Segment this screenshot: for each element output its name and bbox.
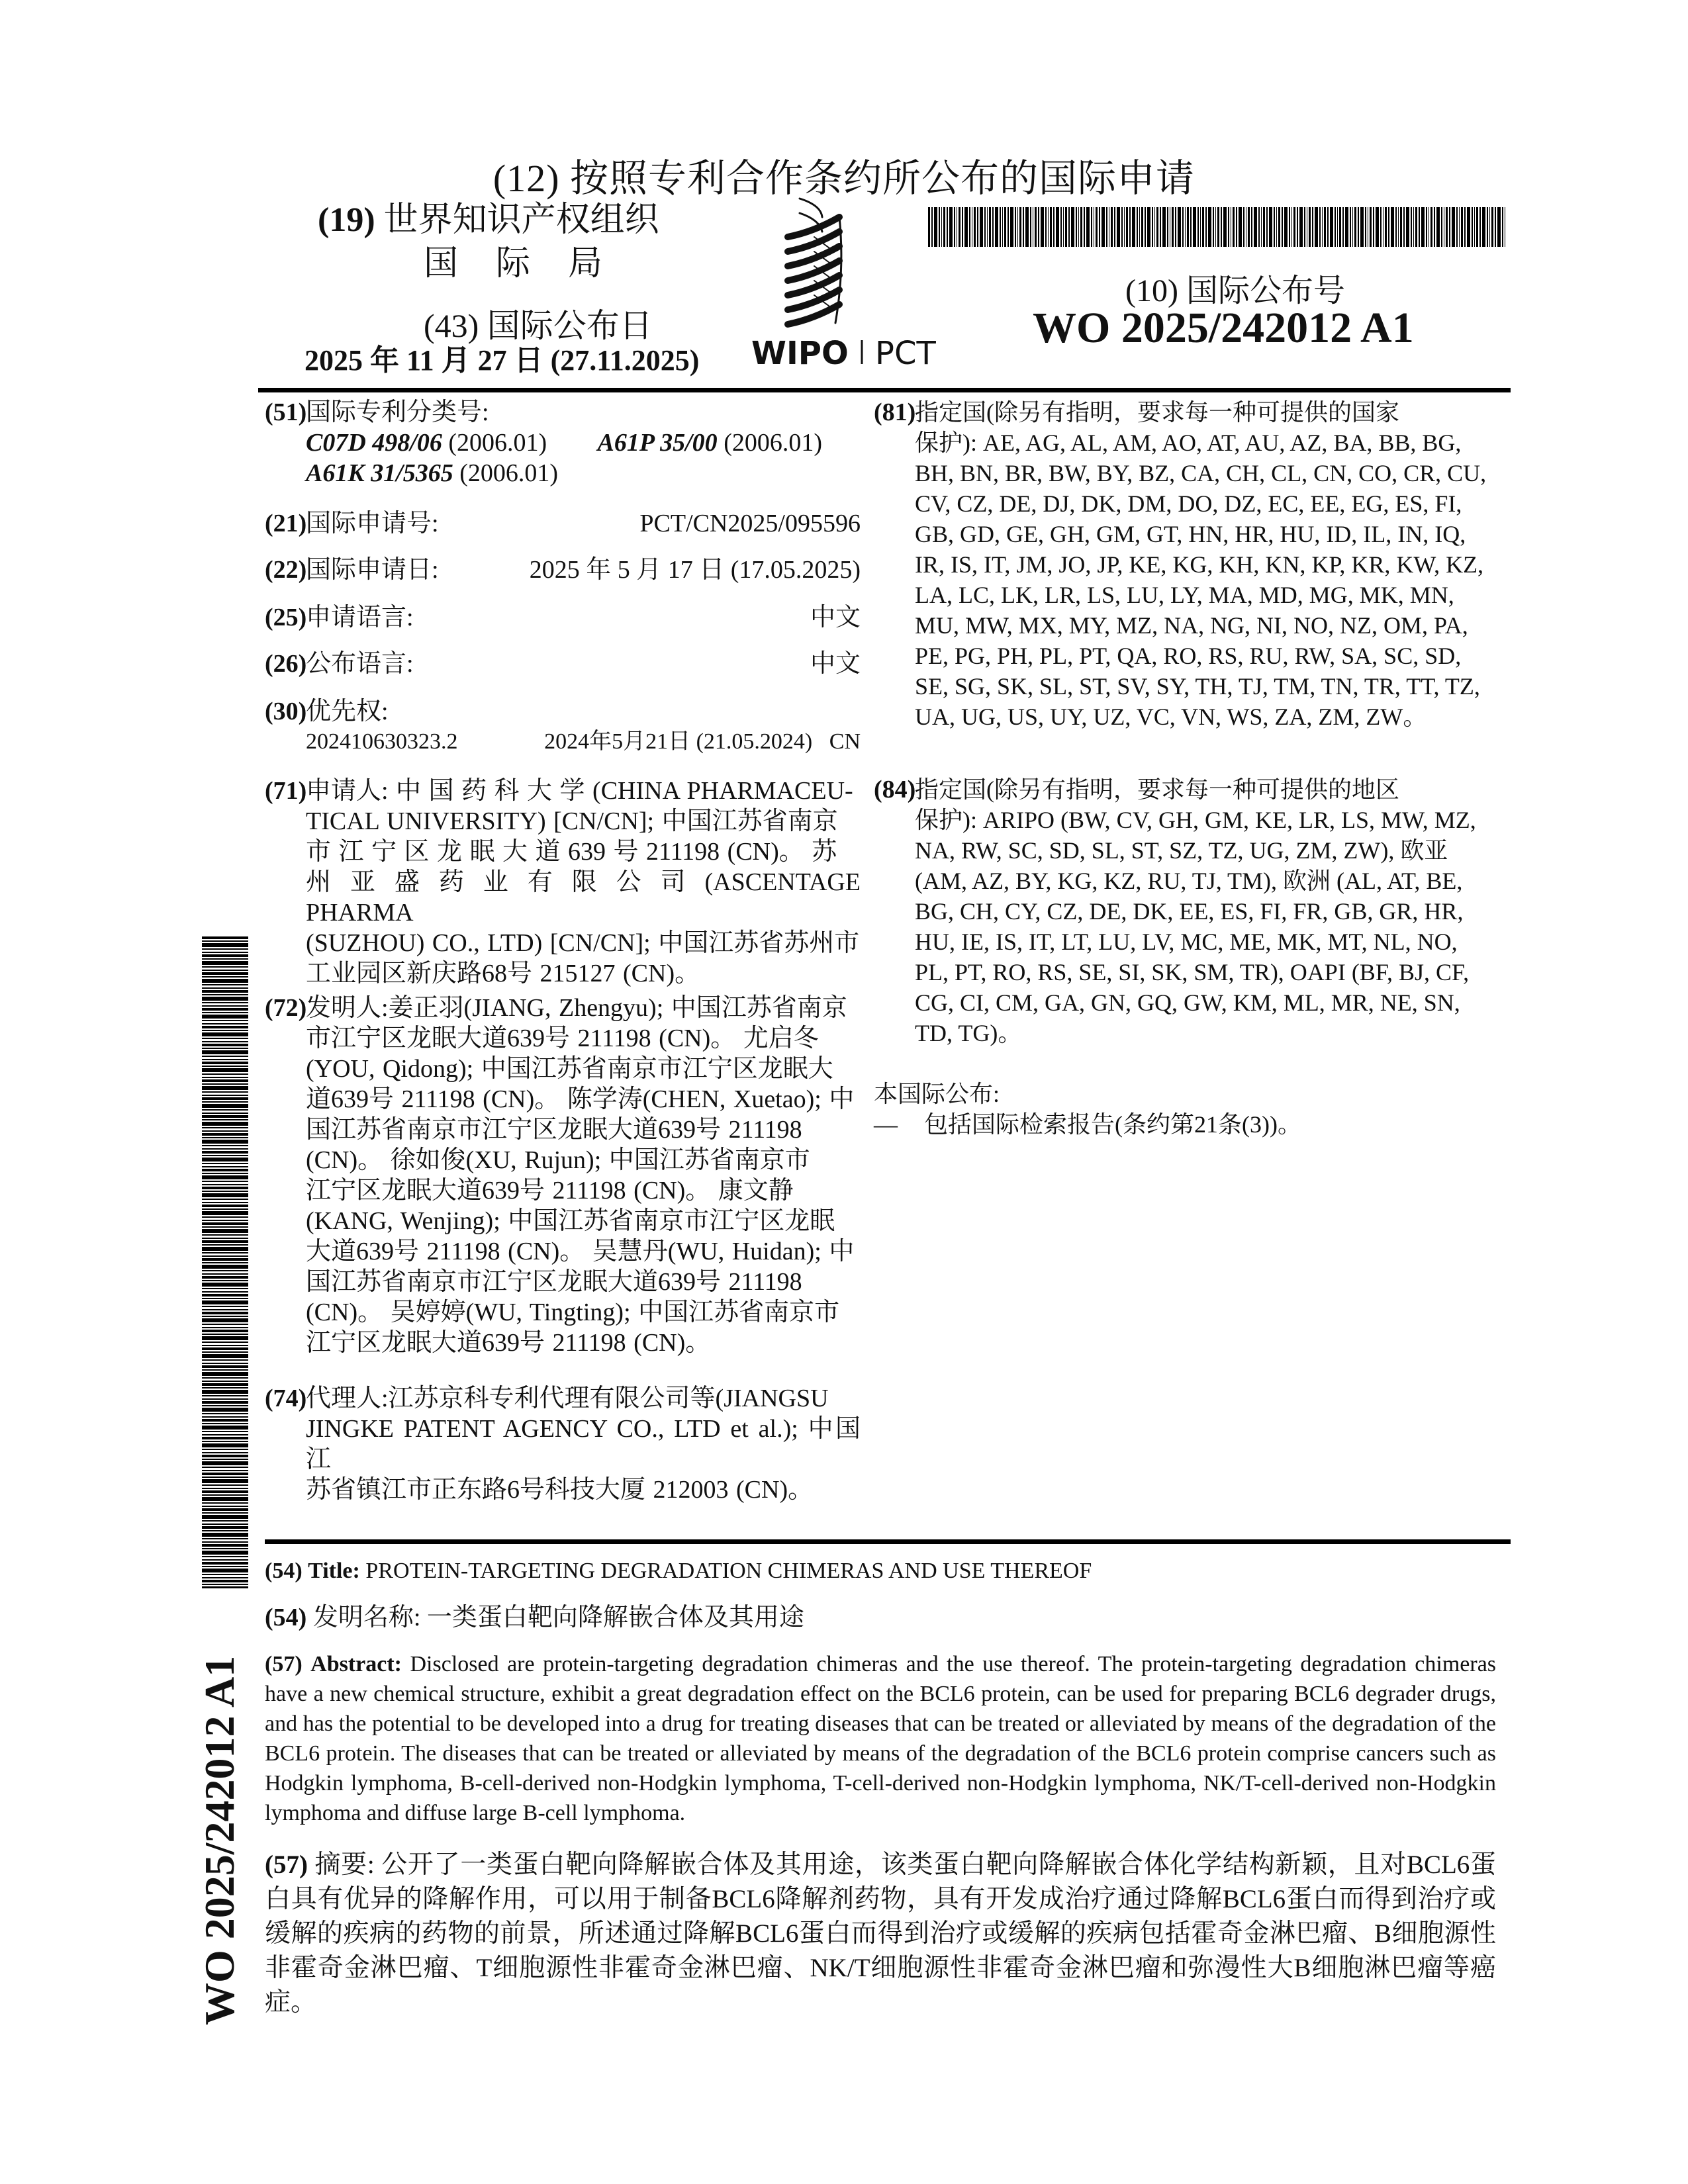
field-code: (74): [265, 1385, 307, 1412]
bibliographic-left-column: [265, 397, 861, 1504]
field-value: 2025 年 5 月 17 日 (17.05.2025): [529, 556, 861, 584]
designation-line: TD, TG)。: [915, 1020, 1022, 1046]
priority-country: CN: [829, 729, 861, 754]
dash: —: [874, 1111, 898, 1138]
abstract-en: [265, 1649, 1496, 1828]
publication-number: WO 2025/242012 A1: [1033, 304, 1414, 352]
ipc-class: C07D 498/06: [306, 429, 442, 457]
field-value: 中文: [810, 650, 861, 678]
inventor-line: 市江宁区龙眠大道639号 211198 (CN)。 尤启冬: [306, 1024, 819, 1052]
field-label: Abstract:: [310, 1652, 402, 1676]
ipc-version: (2006.01): [459, 459, 559, 487]
inventor-line: 道639号 211198 (CN)。 陈学涛(CHEN, Xuetao); 中: [306, 1085, 855, 1113]
designation-line: CG, CI, CM, GA, GN, GQ, GW, KM, ML, MR, NE, SN,: [915, 989, 1460, 1016]
field-code: (81): [874, 398, 916, 426]
agent-line: 苏省镇江市正东路6号科技大厦 212003 (CN)。: [306, 1476, 814, 1504]
title-en-value: PROTEIN-TARGETING DEGRADATION CHIMERAS AND USE THEREOF: [365, 1559, 1092, 1583]
field-value: PCT/CN2025/095596: [639, 510, 861, 537]
field-code: (19): [318, 201, 375, 239]
org-bureau: 国 际 局: [424, 245, 618, 283]
field-code: (54): [265, 1559, 303, 1583]
vertical-publication-number: WO 2025/242012 A1: [196, 1655, 243, 2025]
designation-line: IR, IS, IT, JM, JO, JP, KE, KG, KH, KN, KP, KR, KW, KZ,: [915, 551, 1484, 578]
field-label: 国际专利分类号:: [306, 398, 489, 426]
designation-line: PL, PT, RO, RS, SE, SI, SK, SM, TR), OAPI (BF, BJ, CF,: [915, 959, 1470, 985]
field-code: (22): [265, 556, 307, 584]
designation-line: 指定国(除另有指明，要求每一种可提供的国家: [915, 399, 1399, 426]
designation-line: 指定国(除另有指明，要求每一种可提供的地区: [915, 776, 1399, 803]
title-en: [265, 1557, 1496, 1586]
designation-line: BH, BN, BR, BW, BY, BZ, CA, CH, CL, CN, CO, CR, CU,: [915, 460, 1487, 486]
search-report-note: 包括国际检索报告(条约第21条(3))。: [924, 1111, 1301, 1138]
applicant-line: TICAL UNIVERSITY) [CN/CN]; 中国江苏省南京: [306, 807, 838, 835]
field-code: (54): [265, 1604, 307, 1631]
inventor-line: (YOU, Qidong); 中国江苏省南京市江宁区龙眠大: [306, 1055, 833, 1083]
inventor-line: 江宁区龙眠大道639号 211198 (CN)。 康文静: [306, 1177, 794, 1205]
wipo-pct-logo: [722, 191, 947, 369]
applicant-line: 市 江 宁 区 龙 眠 大 道 639 号 211198 (CN)。 苏: [306, 838, 837, 866]
designation-line: BG, CH, CY, CZ, DE, DK, EE, ES, FI, FR, GB, GR, HR,: [915, 898, 1464, 925]
field-label: 公布语言:: [306, 650, 414, 678]
barcode-icon: [202, 936, 248, 1588]
field-code: (26): [265, 650, 307, 678]
field-label: 国际申请日:: [306, 556, 439, 584]
priority-number: 202410630323.2: [306, 729, 458, 754]
field-code: (57): [265, 1850, 308, 1879]
field-code: (84): [874, 776, 916, 803]
inventor-line: (CN)。 吴婷婷(WU, Tingting); 中国江苏省南京市: [306, 1298, 840, 1326]
inventor-line: 大道639号 211198 (CN)。 吴慧丹(WU, Huidan); 中: [306, 1238, 855, 1265]
abstract-divider: [265, 1539, 1511, 1544]
header-divider: [258, 388, 1511, 392]
field-code: (25): [265, 604, 307, 631]
inventor-line: 国江苏省南京市江宁区龙眠大道639号 211198: [306, 1116, 802, 1144]
designation-line: SE, SG, SK, SL, ST, SV, SY, TH, TJ, TM, TN, TR, TT, TZ,: [915, 673, 1480, 700]
applicant-line: 申请人: 中 国 药 科 大 学 (CHINA PHARMACEU-: [306, 777, 853, 805]
field-code: (51): [265, 398, 307, 426]
designation-line: 保护): AE, AG, AL, AM, AO, AT, AU, AZ, BA, BB, BG,: [915, 430, 1462, 456]
published-with-label: 本国际公布:: [874, 1081, 1000, 1107]
issuing-organization: [318, 199, 659, 286]
designation-line: GB, GD, GE, GH, GM, GT, HN, HR, HU, ID, IL, IN, IQ,: [915, 521, 1466, 547]
field-label: Title:: [308, 1559, 360, 1583]
bibliographic-right-column: [874, 397, 1496, 1191]
field-label: 摘要:: [314, 1850, 375, 1879]
wipo-globe-icon: [722, 191, 947, 369]
inventor-line: 国江苏省南京市江宁区龙眠大道639号 211198: [306, 1268, 802, 1296]
applicant-line: 州 亚 盛 药 业 有 限 公 司 (ASCENTAGE PHARMA: [306, 868, 861, 927]
document-type-heading: (12) 按照专利合作条约所公布的国际申请: [492, 157, 1196, 200]
publication-number-label: (10) 国际公布号: [1125, 273, 1345, 308]
field-label: 申请语言:: [306, 604, 414, 631]
ipc-class: A61K 31/5365: [306, 459, 453, 487]
ipc-class: A61P 35/00: [597, 429, 718, 457]
field-label: 国际申请号:: [306, 510, 439, 537]
designation-line: 保护): ARIPO (BW, CV, GH, GM, KE, LR, LS, MW, MZ,: [915, 807, 1476, 833]
publication-notes: [874, 1079, 1496, 1140]
wipo-text: WIPO: [751, 335, 849, 369]
pct-text: PCT: [875, 335, 936, 369]
ipc-version: (2006.01): [448, 429, 547, 457]
field-code: (72): [265, 994, 307, 1022]
designation-line: UA, UG, US, UY, UZ, VC, VN, WS, ZA, ZM, ZW。: [915, 704, 1427, 730]
barcode-icon: [928, 207, 1507, 247]
title-and-abstract: [265, 1547, 1496, 2020]
agent-line: 代理人:江苏京科专利代理有限公司等(JIANGSU: [306, 1385, 829, 1412]
abstract-en-text: Disclosed are protein-targeting degradation chimeras and the use thereof. The protein-targeting degradation chimeras have a new chemical structure, exhibit a great degradation effect on the BCL6 protein, can be used for preparing BCL6 degrader drugs, and has the potential to be developed into a drug for treating diseases that can be treated or alleviated by means of the degradation of the BCL6 protein. The diseases that can be treated or alleviated by means of the degradation of the BCL6 protein comprise cancers such as Hodgkin lymphoma, B-cell-derived non-Hodgkin lymphoma, T-cell-derived non-Hodgkin lymphoma, NK/T-cell-derived non-Hodgkin lymphoma and diffuse large B-cell lymphoma.: [265, 1652, 1497, 1825]
field-code: (30): [265, 698, 307, 725]
designation-line: LA, LC, LK, LR, LS, LU, LY, MA, MD, MG, MK, MN,: [915, 582, 1454, 608]
inventor-line: (KANG, Wenjing); 中国江苏省南京市江宁区龙眠: [306, 1207, 835, 1235]
designation-line: MU, MW, MX, MY, MZ, NA, NG, NI, NO, NZ, OM, PA,: [915, 612, 1468, 639]
applicant-line: 工业园区新庆路68号 215127 (CN)。: [306, 960, 700, 987]
designation-line: CV, CZ, DE, DJ, DK, DM, DO, DZ, EC, EE, EG, ES, FI,: [915, 490, 1462, 517]
field-code: (21): [265, 510, 307, 537]
agent-line: JINGKE PATENT AGENCY CO., LTD et al.); 中国江: [306, 1415, 861, 1473]
publication-date: 2025 年 11 月 27 日 (27.11.2025): [305, 344, 700, 377]
field-label: 优先权:: [306, 698, 389, 725]
designation-line: PE, PG, PH, PL, PT, QA, RO, RS, RU, RW, SA, SC, SD,: [915, 643, 1462, 669]
org-name: 世界知识产权组织: [383, 201, 659, 239]
side-barcode: [202, 936, 248, 1588]
inventor-line: 发明人:姜正羽(JIANG, Zhengyu); 中国江苏省南京: [306, 994, 847, 1022]
publication-barcode: [928, 207, 1507, 247]
field-code: (57): [265, 1652, 303, 1676]
ipc-version: (2006.01): [724, 429, 822, 457]
publication-date-label: (43) 国际公布日: [424, 307, 653, 344]
field-code: (71): [265, 777, 307, 805]
abstract-zh-text: 公开了一类蛋白靶向降解嵌合体及其用途，该类蛋白靶向降解嵌合体化学结构新颖，且对BCL6蛋白具有优异的降解作用，可以用于制备BCL6降解剂药物，具有开发成治疗通过降解BCL6蛋白而得到治疗或缓解的疾病的药物的前景，所述通过降解BCL6蛋白而得到治疗或缓解的疾病包括霍奇金淋巴瘤、B细胞源性非霍奇金淋巴瘤、T细胞源性非霍奇金淋巴瘤、NK/T细胞源性非霍奇金淋巴瘤和弥漫性大B细胞淋巴瘤等癌症。: [265, 1850, 1497, 2017]
field-value: 中文: [810, 604, 861, 631]
inventor-line: (CN)。 徐如俊(XU, Rujun); 中国江苏省南京市: [306, 1146, 810, 1174]
designation-line: HU, IE, IS, IT, LT, LU, LV, MC, ME, MK, MT, NL, NO,: [915, 929, 1458, 955]
field-label: 发明名称:: [312, 1604, 421, 1631]
abstract-zh: [265, 1848, 1496, 2020]
designation-line: (AM, AZ, BY, KG, KZ, RU, TJ, TM), 欧洲 (AL, AT, BE,: [915, 868, 1463, 894]
priority-date: 2024年5月21日 (21.05.2024): [544, 729, 813, 754]
title-zh: [265, 1603, 1496, 1632]
designation-line: NA, RW, SC, SD, SL, ST, SZ, TZ, UG, ZM, ZW), 欧亚: [915, 837, 1448, 864]
title-zh-value: 一类蛋白靶向降解嵌合体及其用途: [426, 1604, 804, 1631]
applicant-line: (SUZHOU) CO., LTD) [CN/CN]; 中国江苏省苏州市: [306, 929, 860, 957]
inventor-line: 江宁区龙眠大道639号 211198 (CN)。: [306, 1329, 711, 1357]
